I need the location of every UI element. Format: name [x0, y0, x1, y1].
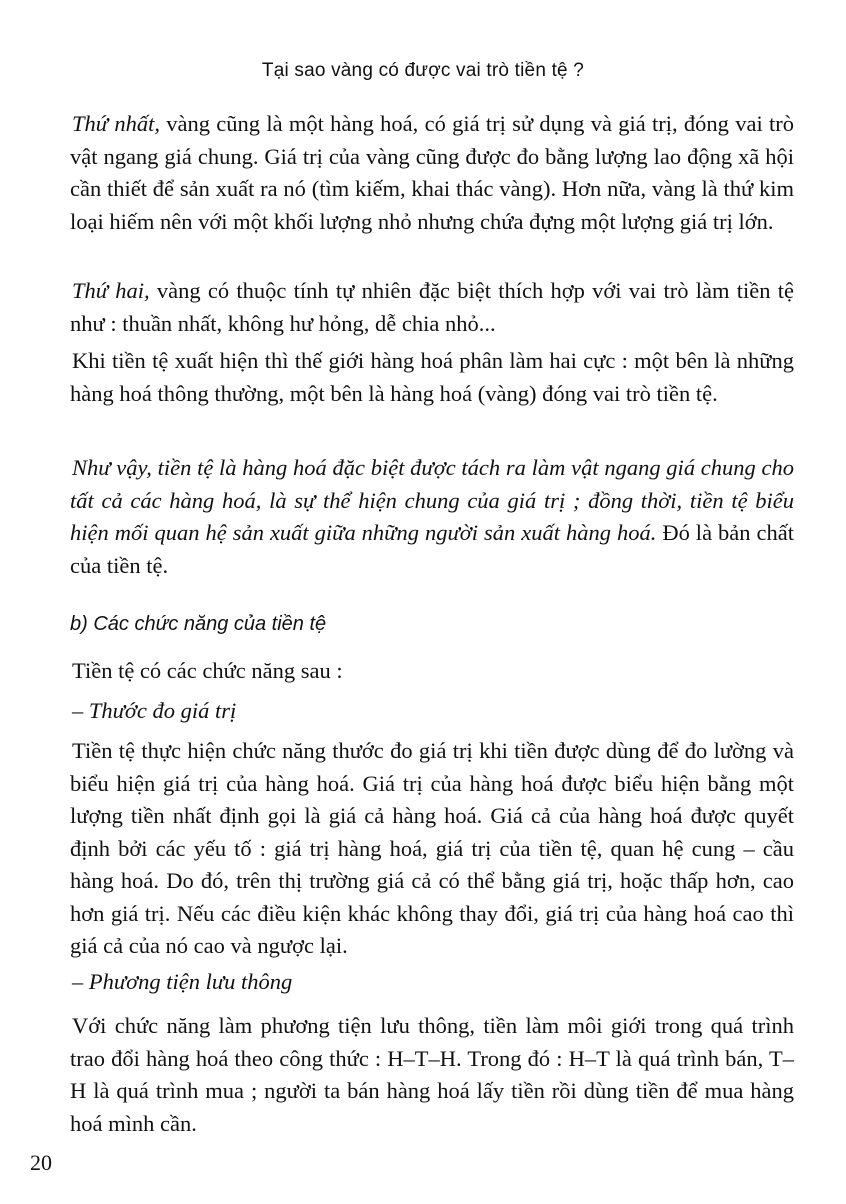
subheading-measure-of-value: – Thước đo giá trị [72, 698, 237, 723]
subheading-means-of-circulation: – Phương tiện lưu thông [72, 969, 293, 994]
paragraph-second-reason [70, 275, 794, 340]
paragraph-first-reason [70, 108, 794, 238]
page-number: 20 [30, 1150, 52, 1175]
paragraph-lead: Thứ nhất, [72, 111, 160, 136]
paragraph-text: vàng có thuộc tính tự nhiên đặc biệt thích hợp với vai trò làm tiền tệ như : thuần nhất, không hư hỏng, dễ chia nhỏ... [70, 278, 795, 336]
paragraph-measure-of-value: Tiền tệ thực hiện chức năng thước đo giá trị khi tiền được dùng để đo lường và biểu hiện giá trị của hàng hoá. Giá trị của hàng hoá được biểu hiện bằng một lượng tiền nhất định gọi là giá cả hàng hoá. Giá cả của hàng hoá được quyết định bởi các yếu tố : giá trị hàng hoá, giá trị của tiền tệ, quan hệ cung – cầu hàng hoá. Do đó, trên thị trường giá cả có thể bằng giá trị, hoặc thấp hơn, cao hơn giá trị. Nếu các điều kiện khác không thay đổi, giá trị của hàng hoá cao thì giá cả của nó cao và ngược lại. [70, 738, 794, 958]
paragraph-text: Đó là bản chất của tiền tệ. [70, 520, 794, 578]
paragraph-conclusion [70, 452, 794, 582]
intro-line: Tiền tệ có các chức năng sau : [72, 658, 343, 683]
section-heading: b) Các chức năng của tiền tệ [70, 613, 327, 635]
paragraph-emphasis: Như vậy, tiền tệ là hàng hoá đặc biệt được tách ra làm vật ngang giá chung cho tất cả các hàng hoá, là sự thể hiện chung của giá trị ; đồng thời, tiền tệ biểu hiện mối quan hệ sản xuất giữa những người sản xuất hàng hoá. [70, 455, 794, 545]
paragraph-means-of-circulation: Với chức năng làm phương tiện lưu thông, tiền làm môi giới trong quá trình trao đổi hàng hoá theo công thức : H–T–H. Trong đó : H–T là quá trình bán, T–H là quá trình mua ; người ta bán hàng hoá lấy tiền rồi dùng tiền để mua hàng hoá mình cần. [70, 1013, 794, 1136]
paragraph-text: vàng cũng là một hàng hoá, có giá trị sử dụng và giá trị, đóng vai trò vật ngang giá chung. Giá trị của vàng cũng được đo bằng lượng lao động xã hội cần thiết để sản xuất ra nó (tìm kiếm, khai thác vàng). Hơn nữa, vàng là thứ kim loại hiếm nên với một khối lượng nhỏ nhưng chứa đựng một lượng giá trị lớn. [70, 111, 794, 234]
running-header: Tại sao vàng có được vai trò tiền tệ ? [261, 60, 585, 81]
paragraph-two-poles [70, 345, 794, 410]
paragraph-text: Khi tiền tệ xuất hiện thì thế giới hàng hoá phân làm hai cực : một bên là những hàng hoá thông thường, một bên là hàng hoá (vàng) đóng vai trò tiền tệ. [70, 348, 794, 406]
paragraph-lead: Thứ hai, [72, 278, 150, 303]
